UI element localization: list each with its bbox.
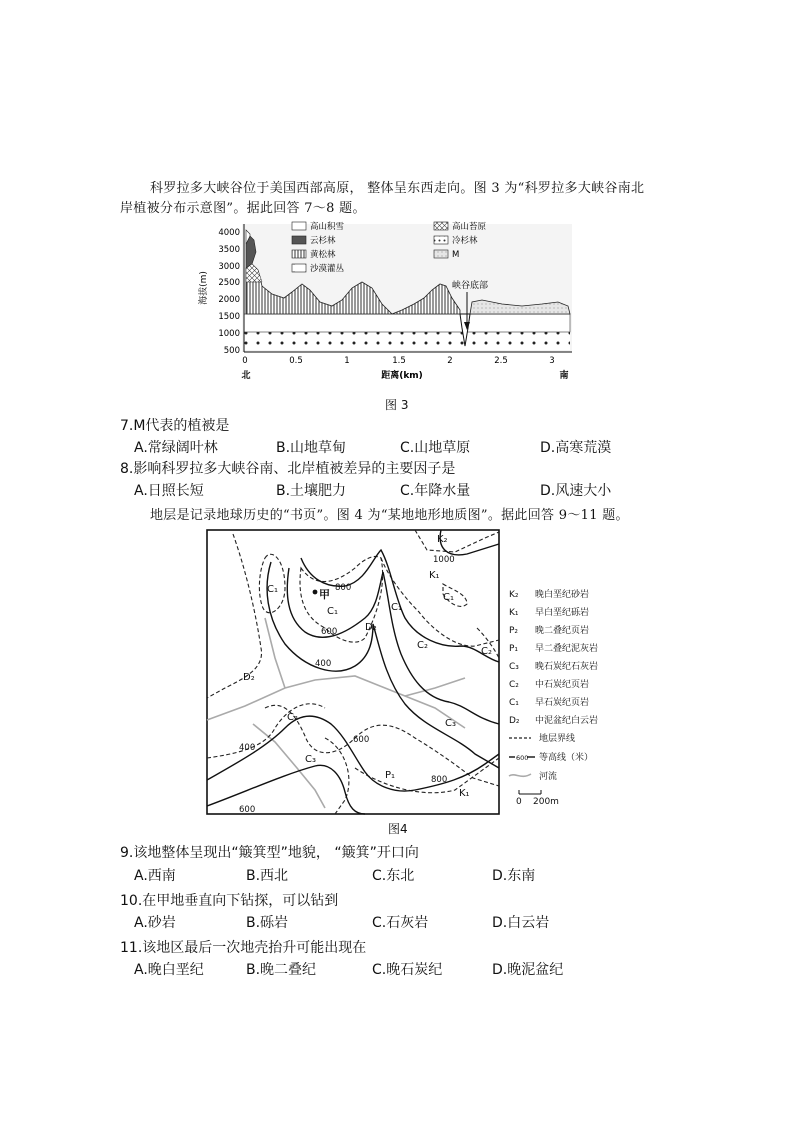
- y-tick-labels: [218, 228, 240, 356]
- label-d2-center: D₂: [365, 622, 377, 633]
- label-c3-east: C₃: [445, 718, 456, 729]
- legend-text-c3: 晚石炭纪石灰岩: [535, 662, 599, 672]
- legend-code-c1: C₁: [509, 698, 519, 708]
- question-11-option-d[interactable]: D.晚泥盆纪: [492, 962, 564, 978]
- question-10-option-b[interactable]: B.砾岩: [246, 915, 289, 931]
- contour-label-400-a: 400: [315, 659, 332, 669]
- south-label: 南: [559, 371, 569, 381]
- label-c1-center: C₁: [327, 606, 338, 617]
- legend-code-k1: K₁: [509, 608, 519, 618]
- question-8-option-b[interactable]: B.土壤肥力: [276, 483, 347, 499]
- y-axis-label: 海拔(m): [199, 271, 209, 305]
- legend-code-p2: P₂: [509, 626, 519, 636]
- label-p1: P₁: [385, 770, 396, 781]
- question-11-option-a[interactable]: A.晚白垩纪: [134, 962, 204, 978]
- contour-label-800-b: 800: [431, 775, 448, 785]
- scale-label: 200m: [533, 797, 559, 807]
- legend-spruce: 云杉林: [310, 236, 336, 246]
- legend-text-p2: 晚二叠纪页岩: [535, 626, 590, 636]
- legend-swatch-fir: [434, 236, 448, 244]
- contour-label-1000: 1000: [433, 555, 455, 565]
- question-8-stem: 8.影响科罗拉多大峡谷南、北岸植被差异的主要因子是: [120, 461, 456, 477]
- question-7-option-a[interactable]: A.常绿阔叶林: [134, 440, 218, 456]
- legend-text-boundary: 地层界线: [539, 734, 576, 744]
- question-7-option-b[interactable]: B.山地草甸: [276, 440, 347, 456]
- legend-text-k2: 晚白垩纪砂岩: [535, 590, 590, 600]
- question-9-option-c[interactable]: C.东北: [372, 868, 415, 884]
- x-tick-0-5: 0.5: [289, 356, 303, 366]
- contour-label-600-b: 600: [353, 735, 370, 745]
- label-c2-south: C₂: [287, 712, 298, 723]
- question-11-option-c[interactable]: C.晚石炭纪: [372, 962, 443, 978]
- label-k1-north: K₁: [429, 570, 440, 581]
- label-c3-south: C₃: [305, 754, 316, 765]
- legend-text-river: 河流: [539, 772, 558, 782]
- legend-text-c1: 早石炭纪页岩: [535, 698, 590, 708]
- label-c2-east: C₂: [481, 646, 492, 657]
- legend-text-p1: 早二叠纪泥灰岩: [535, 644, 599, 654]
- y-tick-2000: 2000: [218, 295, 240, 305]
- label-k1-south: K₁: [459, 788, 470, 799]
- legend-code-p1: P₁: [509, 644, 519, 654]
- legend-contour-sample: 600: [516, 754, 529, 762]
- contour-label-600-c: 600: [239, 805, 256, 815]
- intro-paragraph-2: 地层是记录地球历史的“书页”。图 4 为“某地地形地质图”。据此回答 9～11 题。: [150, 508, 629, 523]
- legend-swatch-snow: [292, 222, 306, 230]
- legend-code-d2: D₂: [509, 716, 520, 726]
- intro-1-line-2: 岸植被分布示意图”。据此回答 7～8 题。: [120, 201, 366, 216]
- y-tick-4000: 4000: [218, 228, 240, 238]
- contour-label-400-b: 400: [239, 743, 256, 753]
- x-tick-labels: [242, 356, 554, 366]
- scale-label-zero: 0: [516, 797, 522, 807]
- question-11-option-b[interactable]: B.晚二叠纪: [246, 962, 317, 978]
- label-c2-center: C₂: [417, 640, 428, 651]
- question-10-stem: 10.在甲地垂直向下钻探，可以钻到: [120, 893, 339, 909]
- desert-scrub-band: [244, 332, 570, 350]
- legend-fir: 冷杉林: [452, 236, 478, 246]
- lower-band: [244, 314, 570, 332]
- question-9-option-b[interactable]: B.西北: [246, 868, 289, 884]
- figure-3-caption: 图 3: [385, 398, 409, 412]
- question-10-option-d[interactable]: D.白云岩: [492, 915, 550, 931]
- intro-1-line-2-wrap: [120, 198, 700, 220]
- y-tick-2500: 2500: [218, 278, 240, 288]
- legend-code-k2: K₂: [509, 590, 519, 600]
- legend-snow: 高山积雪: [310, 222, 345, 232]
- question-7-stem: 7.M代表的植被是: [120, 418, 230, 434]
- place-jia-marker: [313, 590, 318, 595]
- question-8-option-d[interactable]: D.风速大小: [540, 483, 612, 499]
- x-tick-1-5: 1.5: [392, 356, 406, 366]
- legend-code-c3: C₃: [509, 662, 519, 672]
- x-tick-2: 2: [447, 356, 453, 366]
- legend-swatch-spruce: [292, 236, 306, 244]
- question-9-option-d[interactable]: D.东南: [492, 868, 536, 884]
- contour-label-600-a: 600: [321, 627, 338, 637]
- question-7-option-c[interactable]: C.山地草原: [400, 440, 471, 456]
- question-8-option-a[interactable]: A.日照长短: [134, 483, 204, 499]
- legend-text-contour: 等高线（米）: [539, 753, 594, 763]
- legend-text-k1: 早白垩纪砾岩: [535, 608, 590, 618]
- x-tick-0: 0: [242, 356, 248, 366]
- legend-line-river: [509, 774, 531, 776]
- legend-m: M: [452, 250, 460, 260]
- question-9-option-a[interactable]: A.西南: [134, 868, 176, 884]
- intro-1-line-1: 科罗拉多大峡谷位于美国西部高原， 整体呈东西走向。图 3 为“科罗拉多大峡谷南北: [150, 181, 645, 196]
- label-c1-small: C₁: [443, 592, 454, 603]
- label-d2-west: D₂: [243, 672, 255, 683]
- x-tick-2-5: 2.5: [494, 356, 508, 366]
- y-tick-1000: 1000: [218, 329, 240, 339]
- figure-3-profile-chart: [192, 218, 584, 386]
- y-tick-1500: 1500: [218, 312, 240, 322]
- intro-paragraph-1: [150, 178, 710, 200]
- legend-desert: 沙漠灌丛: [310, 264, 345, 274]
- question-7-option-d[interactable]: D.高寒荒漠: [540, 440, 612, 456]
- question-10-option-c[interactable]: C.石灰岩: [372, 915, 429, 931]
- label-c1-west: C₁: [267, 584, 278, 595]
- x-tick-3: 3: [549, 356, 555, 366]
- y-tick-3000: 3000: [218, 262, 240, 272]
- legend-code-c2: C₂: [509, 680, 519, 690]
- question-10-option-a[interactable]: A.砂岩: [134, 915, 176, 931]
- contour-label-800-a: 800: [335, 583, 352, 593]
- y-tick-500: 500: [223, 346, 240, 356]
- y-tick-3500: 3500: [218, 245, 240, 255]
- label-k2: K₂: [437, 534, 448, 545]
- question-11-stem: 11.该地区最后一次地壳抬升可能出现在: [120, 940, 367, 956]
- legend-text-d2: 中泥盆纪白云岩: [535, 716, 599, 726]
- legend-swatch-pine: [292, 250, 306, 258]
- question-9-stem: 9.该地整体呈现出“簸箕型”地貌， “簸箕”开口向: [120, 845, 419, 861]
- x-tick-1: 1: [344, 356, 350, 366]
- label-c1-east: C₁: [391, 602, 402, 613]
- figure-4-caption: 图4: [388, 822, 408, 836]
- label-jia: 甲: [319, 588, 330, 601]
- figure-4-legend: [509, 588, 598, 807]
- legend-swatch-tundra: [434, 222, 448, 230]
- x-axis-label: 距离(km): [381, 371, 423, 381]
- figure-4-geologic-map: [205, 528, 653, 818]
- north-label: 北: [241, 371, 251, 381]
- question-8-option-c[interactable]: C.年降水量: [400, 483, 471, 499]
- legend-swatch-desert: [292, 264, 306, 272]
- canyon-bottom-annotation: 峡谷底部: [451, 281, 489, 291]
- legend-text-c2: 中石炭纪页岩: [535, 680, 590, 690]
- legend-swatch-m: [434, 250, 448, 258]
- legend-tundra: 高山苔原: [452, 222, 487, 232]
- legend-pine: 黄松林: [310, 250, 336, 260]
